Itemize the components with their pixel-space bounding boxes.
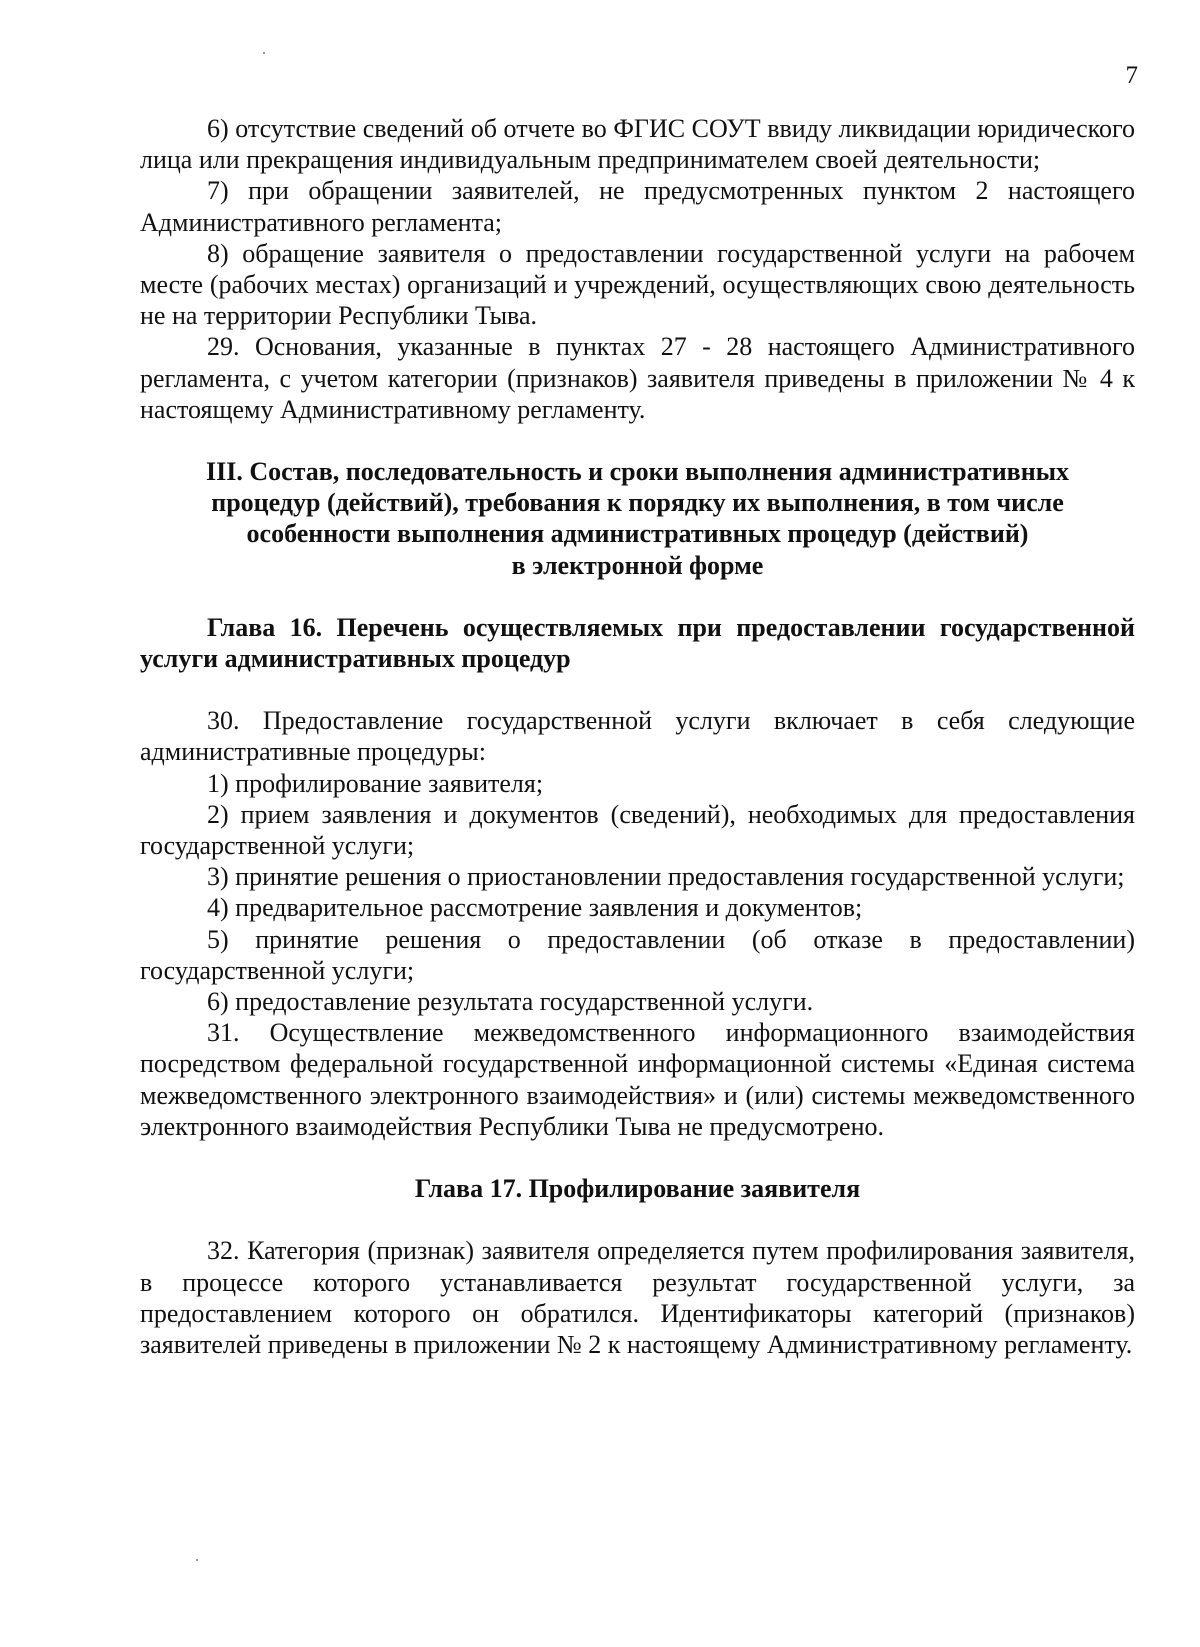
paragraph-item-6: 6) отсутствие сведений об отчете во ФГИС СОУТ ввиду ликвидации юридического лица или прекращения индивидуальным предпринимателем своей деятельности; <box>140 114 1135 175</box>
spacer <box>140 1204 1135 1235</box>
section-title-line: III. Состав, последовательность и сроки выполнения административных <box>205 457 1069 487</box>
paragraph-31: 31. Осуществление межведомственного информационного взаимодействия посредством федеральной государственной информационной системы «Единая система межведомственного электронного взаимодействия» и (или) системы межведомственного электронного взаимодействия Республики Тыва не предусмотрено. <box>140 1018 1135 1141</box>
section-title-line: особенности выполнения административных процедур (действий) <box>246 519 1029 549</box>
document-body <box>140 113 1135 1360</box>
spacer <box>140 674 1135 705</box>
chapter-16-title: Глава 16. Перечень осуществляемых при предоставлении государственной услуги административных процедур <box>140 612 1135 674</box>
list-item-30-5: 5) принятие решения о предоставлении (об отказе в предоставлении) государственной услуги; <box>140 924 1135 985</box>
paragraph-item-7: 7) при обращении заявителей, не предусмотренных пунктом 2 настоящего Административного регламента; <box>140 176 1135 237</box>
scan-speck <box>196 1559 198 1561</box>
section-title-line: в электронной форме <box>511 550 764 580</box>
chapter-17-title: Глава 17. Профилирование заявителя <box>414 1174 861 1204</box>
section-title-line: процедур (действий), требования к порядку их выполнения, в том числе <box>211 488 1064 518</box>
list-item-30-2: 2) прием заявления и документов (сведений), необходимых для предоставления государственной услуги; <box>140 799 1135 861</box>
paragraph-30: 30. Предоставление государственной услуги включает в себя следующие административные процедуры: <box>140 706 1135 767</box>
list-item-30-6: 6) предоставление результата государственной услуги. <box>207 987 814 1017</box>
list-item-30-4: 4) предварительное рассмотрение заявления и документов; <box>207 893 863 923</box>
paragraph-item-8: 8) обращение заявителя о предоставлении государственной услуги на рабочем месте (рабочих местах) организаций и учреждений, осуществляющих свою деятельность не на территории Республики Тыва. <box>140 238 1135 331</box>
list-item-30-3: 3) принятие решения о приостановлении предоставления государственной услуги; <box>207 862 1125 892</box>
page-number: 7 <box>1125 62 1138 89</box>
list-item-30-1: 1) профилирование заявителя; <box>207 768 544 798</box>
paragraph-32: 32. Категория (признак) заявителя определяется путем профилирования заявителя, в процессе которого устанавливается результат государственной услуги, за предоставлением которого он обратился. Идентификаторы категорий (признаков) заявителей приведены в приложении № 2 к настоящему Административному регламенту. <box>140 1236 1135 1359</box>
section-title <box>140 456 1135 581</box>
scan-speck <box>263 52 265 54</box>
paragraph-29: 29. Основания, указанные в пунктах 27 - 28 настоящего Административного регламента, с учетом категории (признаков) заявителя приведены в приложении № 4 к настоящему Административному регламенту. <box>140 332 1135 424</box>
